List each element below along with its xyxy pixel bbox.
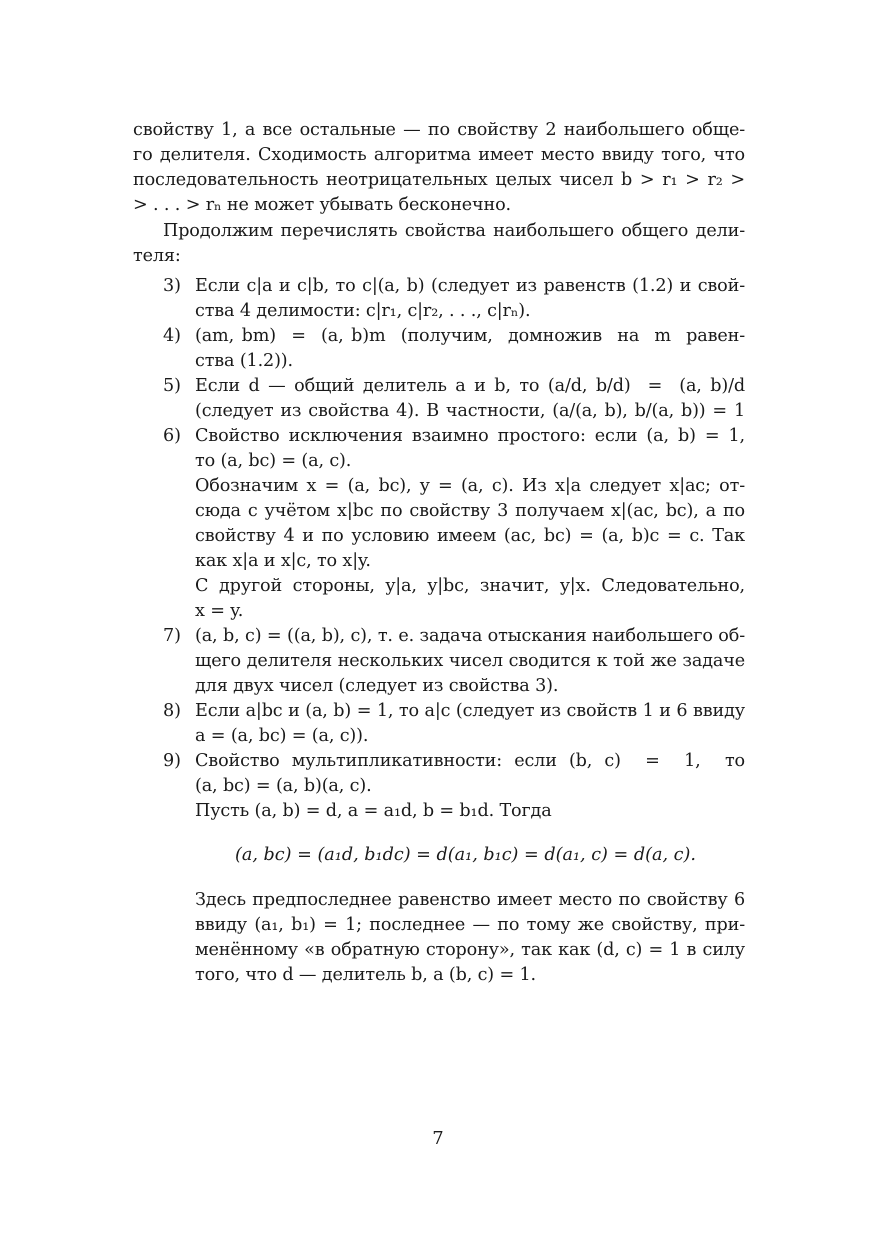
list-item-number: 3)	[162, 276, 181, 296]
list-item-line: x = y.	[195, 601, 244, 621]
list-item-line: как x|a и x|c, то x|y.	[195, 551, 371, 571]
list-item-line: (am, bm) = (a, b)m (получим, домножив на m равен-	[195, 326, 745, 346]
list-item-line: для двух чисел (следует из свойства 3).	[195, 676, 559, 696]
list-item-line: a = (a, bc) = (a, c)).	[195, 726, 369, 746]
list-item-line: Если a|bc и (a, b) = 1, то a|c (следует из свойств 1 и 6 ввиду	[195, 701, 745, 721]
list-item-line: Свойство мультипликативности: если (b, c) = 1, то	[195, 751, 745, 771]
list-item-line: Обозначим x = (a, bc), y = (a, c). Из x|a следует x|ac; от-	[195, 476, 745, 496]
list-item-number: 9)	[162, 751, 181, 771]
page-number: 7	[432, 1128, 444, 1149]
list-item-line: свойству 4 и по условию имеем (ac, bc) = (a, b)c = c. Так	[195, 526, 745, 546]
list-item-line: (a, bc) = (a, b)(a, c).	[195, 776, 372, 796]
list-item-line: С другой стороны, y|a, y|bc, значит, y|x. Следовательно,	[195, 576, 745, 596]
list-item-number: 8)	[162, 701, 181, 721]
text-line: го делителя. Сходимость алгоритма имеет место ввиду того, что	[133, 145, 745, 165]
list-item-line: сюда с учётом x|bc по свойству 3 получаем x|(ac, bc), а по	[195, 501, 745, 521]
list-item-line: Если c|a и c|b, то c|(a, b) (следует из равенств (1.2) и свой-	[195, 276, 745, 296]
text-line: Продолжим перечислять свойства наибольшего общего дели-	[163, 221, 745, 241]
text-line: теля:	[133, 246, 181, 266]
list-item-line: щего делителя нескольких чисел сводится к той же задаче	[195, 651, 745, 671]
list-item-line: ства (1.2)).	[195, 351, 293, 371]
text-line: того, что d — делитель b, а (b, c) = 1.	[195, 965, 536, 985]
text-line: свойству 1, а все остальные — по свойству 2 наибольшего обще-	[133, 120, 745, 140]
list-item-line: Если d — общий делитель a и b, то (a/d, b/d) = (a, b)/d	[195, 376, 745, 396]
text-line: последовательность неотрицательных целых чисел b > r₁ > r₂ >	[133, 170, 745, 190]
text-line: менённому «в обратную сторону», так как (d, c) = 1 в силу	[195, 940, 745, 960]
list-item-line: то (a, bc) = (a, c).	[195, 451, 352, 471]
list-item-line: ства 4 делимости: c|r₁, c|r₂, . . ., c|rₙ).	[195, 301, 531, 321]
list-item-line: (следует из свойства 4). В частности, (a/(a, b), b/(a, b)) = 1	[195, 401, 745, 421]
text-line: > . . . > rₙ не может убывать бесконечно.	[133, 195, 511, 215]
text-line: Здесь предпоследнее равенство имеет место по свойству 6	[195, 890, 745, 910]
text-line: ввиду (a₁, b₁) = 1; последнее — по тому же свойству, при-	[195, 915, 745, 935]
list-item-line: Свойство исключения взаимно простого: если (a, b) = 1,	[195, 426, 745, 446]
list-item-number: 4)	[162, 326, 181, 346]
display-formula: (a, bc) = (a₁d, b₁dc) = d(a₁, b₁c) = d(a₁, c) = d(a, c).	[235, 845, 696, 865]
list-item-line: Пусть (a, b) = d, a = a₁d, b = b₁d. Тогда	[195, 801, 552, 821]
list-item-number: 5)	[162, 376, 181, 396]
list-item-number: 7)	[162, 626, 181, 646]
list-item-line: (a, b, c) = ((a, b), c), т. е. задача отыскания наибольшего об-	[195, 626, 745, 646]
list-item-number: 6)	[162, 426, 181, 446]
